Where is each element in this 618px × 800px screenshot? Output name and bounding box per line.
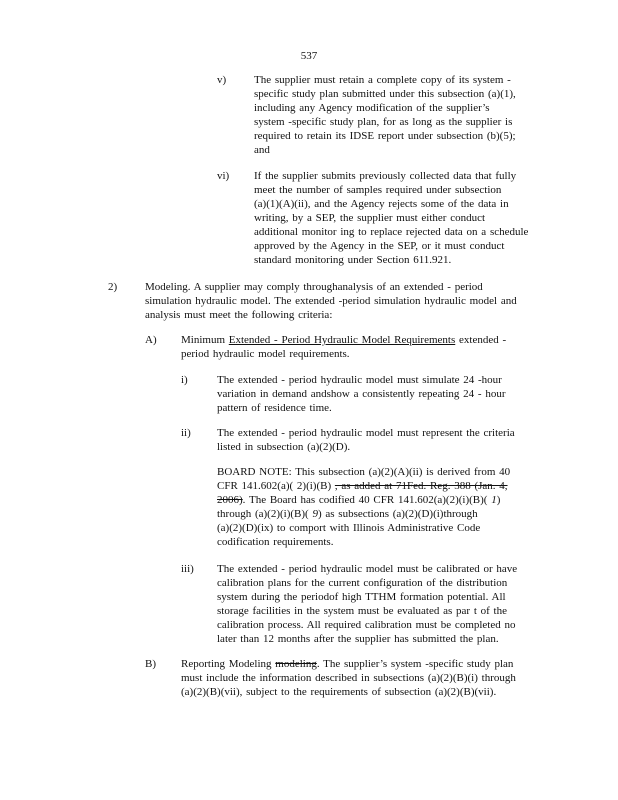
paragraph-text xyxy=(181,333,516,361)
text-line: period hydraulic model requirements. xyxy=(181,348,350,360)
list-marker: 2) xyxy=(108,281,118,293)
text-run: . The Board has codified 40 CFR 141.602(a)(2)(i)(B)( xyxy=(242,494,492,506)
text-line: additional monitor ing to replace rejected data on a schedule xyxy=(254,226,529,238)
text-run: extended - xyxy=(455,334,507,346)
deleted-text: , as added at 71Fed. Reg. 388 (Jan. 4, xyxy=(334,480,508,492)
text-line: storage facilities in the system must be evaluated as par t of the xyxy=(217,605,507,617)
text-line: standard monitoring under Section 611.921. xyxy=(254,254,452,266)
text-line: The extended - period hydraulic model must be calibrated or have xyxy=(217,563,518,575)
text-line xyxy=(181,657,533,671)
text-line xyxy=(217,493,532,507)
text-line: including any Agency modification of the supplier’s xyxy=(254,102,490,114)
text-line: (a)(2)(D)(ix) to comport with Illinois Administrative Code xyxy=(217,522,481,534)
list-marker: vi) xyxy=(217,170,230,182)
text-line: and xyxy=(254,144,270,156)
deleted-text: modeling xyxy=(275,658,317,670)
text-line: The extended - period hydraulic model must simulate 24 -hour xyxy=(217,374,502,386)
text-line: specific study plan submitted under this subsection (a)(1), xyxy=(254,88,516,100)
text-line xyxy=(217,507,532,521)
text-line: analysis must meet the following criteria: xyxy=(145,309,333,321)
paragraph-text xyxy=(181,657,533,699)
text-run: 9 xyxy=(312,508,318,520)
list-marker: v) xyxy=(217,74,227,86)
inserted-text: Extended - Period Hydraulic Model Requirements xyxy=(228,334,456,346)
text-run: through (a)(2)(i)(B)( xyxy=(217,508,313,520)
text-line: approved by the Agency in the SEP, or it must conduct xyxy=(254,240,505,252)
list-marker: A) xyxy=(145,334,157,346)
text-line: (a)(1)(A)(ii), and the Agency rejects some of the data in xyxy=(254,198,509,210)
text-line: system during the periodof high TTHM formation potential. All xyxy=(217,591,506,603)
text-line: The supplier must retain a complete copy of its system - xyxy=(254,74,511,86)
board-note xyxy=(217,465,532,549)
text-run: ) as subsections (a)(2)(D)(i)through xyxy=(317,508,478,520)
text-line: (a)(2)(B)(vii), subject to the requirements of subsection (a)(2)(B)(vii). xyxy=(181,686,497,698)
text-line: meet the number of samples required under subsection xyxy=(254,184,502,196)
list-marker: ii) xyxy=(181,427,191,439)
text-line: BOARD NOTE: This subsection (a)(2)(A)(ii) is derived from 40 xyxy=(217,466,511,478)
text-line: If the supplier submits previously collected data that fully xyxy=(254,170,517,182)
text-line: simulation hydraulic model. The extended -period simulation hydraulic model and xyxy=(145,295,517,307)
text-line: must include the information described in subsections (a)(2)(B)(i) through xyxy=(181,672,516,684)
text-run: Minimum xyxy=(181,334,229,346)
text-line: writing, by a SEP, the supplier must either conduct xyxy=(254,212,486,224)
text-line: variation in demand andshow a consistently repeating 24 - hour xyxy=(217,388,506,400)
paragraph-text xyxy=(217,562,539,646)
text-line xyxy=(217,479,532,493)
text-run: Reporting Modeling xyxy=(181,658,276,670)
text-line: codification requirements. xyxy=(217,536,334,548)
text-line: required to retain its IDSE report under subsection (b)(5); xyxy=(254,130,516,142)
paragraph-text xyxy=(254,169,530,267)
list-marker: i) xyxy=(181,374,188,386)
text-line: system -specific study plan, for as long as the supplier is xyxy=(254,116,513,128)
text-line xyxy=(181,333,516,347)
list-marker: iii) xyxy=(181,563,194,575)
list-marker: B) xyxy=(145,658,156,670)
text-run: ) xyxy=(496,494,501,506)
text-run: 1 xyxy=(491,494,497,506)
paragraph-text xyxy=(145,280,540,322)
paragraph-text xyxy=(254,73,530,157)
text-run: CFR 141.602(a)( 2)(i)(B) xyxy=(217,480,335,492)
text-line: The extended - period hydraulic model must represent the criteria xyxy=(217,427,515,439)
text-line: listed in subsection (a)(2)(D). xyxy=(217,441,351,453)
text-run: . The supplier’s system -specific study plan xyxy=(316,658,514,670)
text-line: pattern of residence time. xyxy=(217,402,332,414)
text-line: calibration process. All required calibration must be completed no xyxy=(217,619,516,631)
text-line: calibration plans for the current configuration of the distribution xyxy=(217,577,508,589)
text-line: Modeling. A supplier may comply throughanalysis of an extended - period xyxy=(145,281,483,293)
page-number: 537 xyxy=(300,50,318,62)
paragraph-text xyxy=(217,426,522,454)
text-line: later than 12 months after the supplier has submitted the plan. xyxy=(217,633,499,645)
paragraph-text xyxy=(217,373,519,415)
deleted-text: 2006) xyxy=(217,494,243,506)
